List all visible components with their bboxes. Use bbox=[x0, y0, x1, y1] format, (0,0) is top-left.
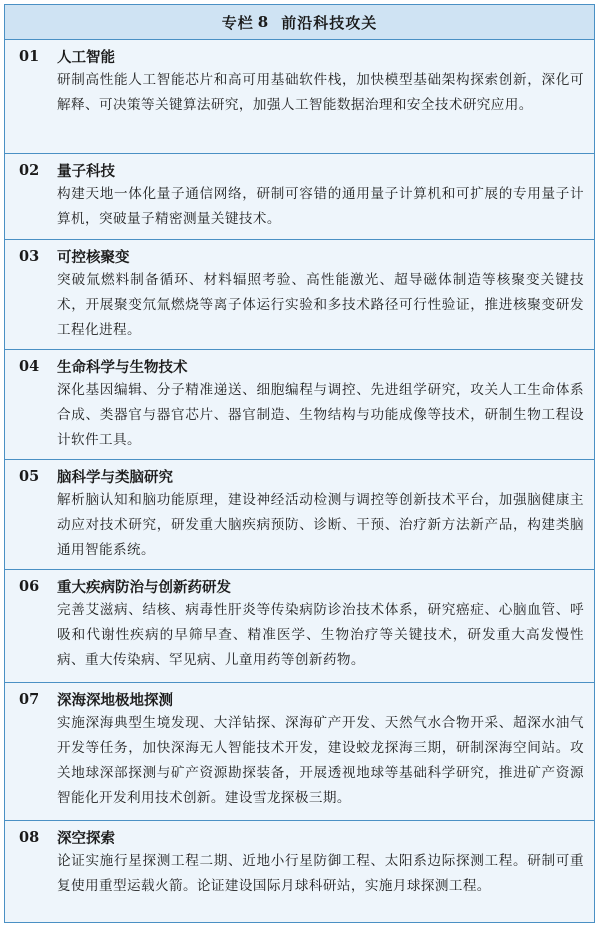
section-title: 深海深地极地探测 bbox=[57, 691, 173, 709]
section-number: 05 bbox=[19, 467, 40, 485]
section-body: 论证实施行星探测工程二期、近地小行星防御工程、太阳系边际探测工程。研制可重复使用重型运载火箭。论证建设国际月球科研站，实施月球探测工程。 bbox=[57, 853, 584, 894]
section-fusion bbox=[5, 240, 594, 350]
section-body: 实施深海典型生境发现、大洋钻探、深海矿产开发、天然气水合物开采、超深水油气开发等任务，加快深海无人智能技术开发，建设蛟龙探海三期，研制深海空间站。攻关地球深部探测与矿产资源勘探装备，开展透视地球等基础科学研究，推进矿产资源智能化开发利用技术创新。建设雪龙探极三期。 bbox=[57, 715, 584, 806]
section-number: 02 bbox=[19, 161, 40, 179]
header-label: 专栏 bbox=[221, 13, 254, 32]
header-title: 前沿科技攻关 bbox=[281, 13, 378, 32]
section-title: 可控核聚变 bbox=[57, 248, 130, 266]
section-body: 完善艾滋病、结核、病毒性肝炎等传染病防诊治技术体系，研究癌症、心脑血管、呼吸和代谢性疾病的早筛早查、精准医学、生物治疗等关键技术，研发重大高发慢性病、重大传染病、罕见病、儿童用药等创新药物。 bbox=[57, 602, 584, 668]
feature-box bbox=[4, 4, 595, 923]
section-quantum bbox=[5, 154, 594, 240]
header-number: 8 bbox=[257, 13, 270, 31]
section-ai bbox=[5, 40, 594, 154]
section-deep-space bbox=[5, 821, 594, 922]
section-number: 07 bbox=[19, 690, 40, 708]
section-title: 生命科学与生物技术 bbox=[57, 358, 188, 376]
section-title: 重大疾病防治与创新药研发 bbox=[57, 578, 231, 596]
section-life-science bbox=[5, 350, 594, 460]
section-disease-drugs bbox=[5, 570, 594, 683]
section-title: 脑科学与类脑研究 bbox=[57, 468, 173, 486]
section-title: 人工智能 bbox=[57, 48, 115, 66]
section-body: 深化基因编辑、分子精准递送、细胞编程与调控、先进组学研究，攻关人工生命体系合成、类器官与器官芯片、器官制造、生物结构与功能成像等技术，研制生物工程设计软件工具。 bbox=[57, 382, 584, 448]
section-body: 解析脑认知和脑功能原理，建设神经活动检测与调控等创新技术平台，加强脑健康主动应对技术研究，研发重大脑疾病预防、诊断、干预、治疗新方法新产品，构建类脑通用智能系统。 bbox=[57, 492, 584, 558]
section-body: 研制高性能人工智能芯片和高可用基础软件栈，加快模型基础架构探索创新，深化可解释、可决策等关键算法研究，加强人工智能数据治理和安全技术研究应用。 bbox=[57, 72, 584, 113]
section-title: 深空探索 bbox=[57, 829, 115, 847]
section-number: 04 bbox=[19, 357, 40, 375]
section-number: 06 bbox=[19, 577, 40, 595]
section-number: 08 bbox=[19, 828, 40, 846]
section-number: 03 bbox=[19, 247, 40, 265]
section-deep-earth bbox=[5, 683, 594, 821]
section-body: 构建天地一体化量子通信网络，研制可容错的通用量子计算机和可扩展的专用量子计算机，突破量子精密测量关键技术。 bbox=[57, 186, 584, 227]
section-number: 01 bbox=[19, 47, 40, 65]
section-title: 量子科技 bbox=[57, 162, 115, 180]
section-brain-science bbox=[5, 460, 594, 570]
box-header bbox=[5, 5, 594, 40]
section-body: 突破氚燃料制备循环、材料辐照考验、高性能激光、超导磁体制造等核聚变关键技术，开展聚变氘氚燃烧等离子体运行实验和多技术路径可行性验证，推进核聚变研发工程化进程。 bbox=[57, 272, 584, 338]
